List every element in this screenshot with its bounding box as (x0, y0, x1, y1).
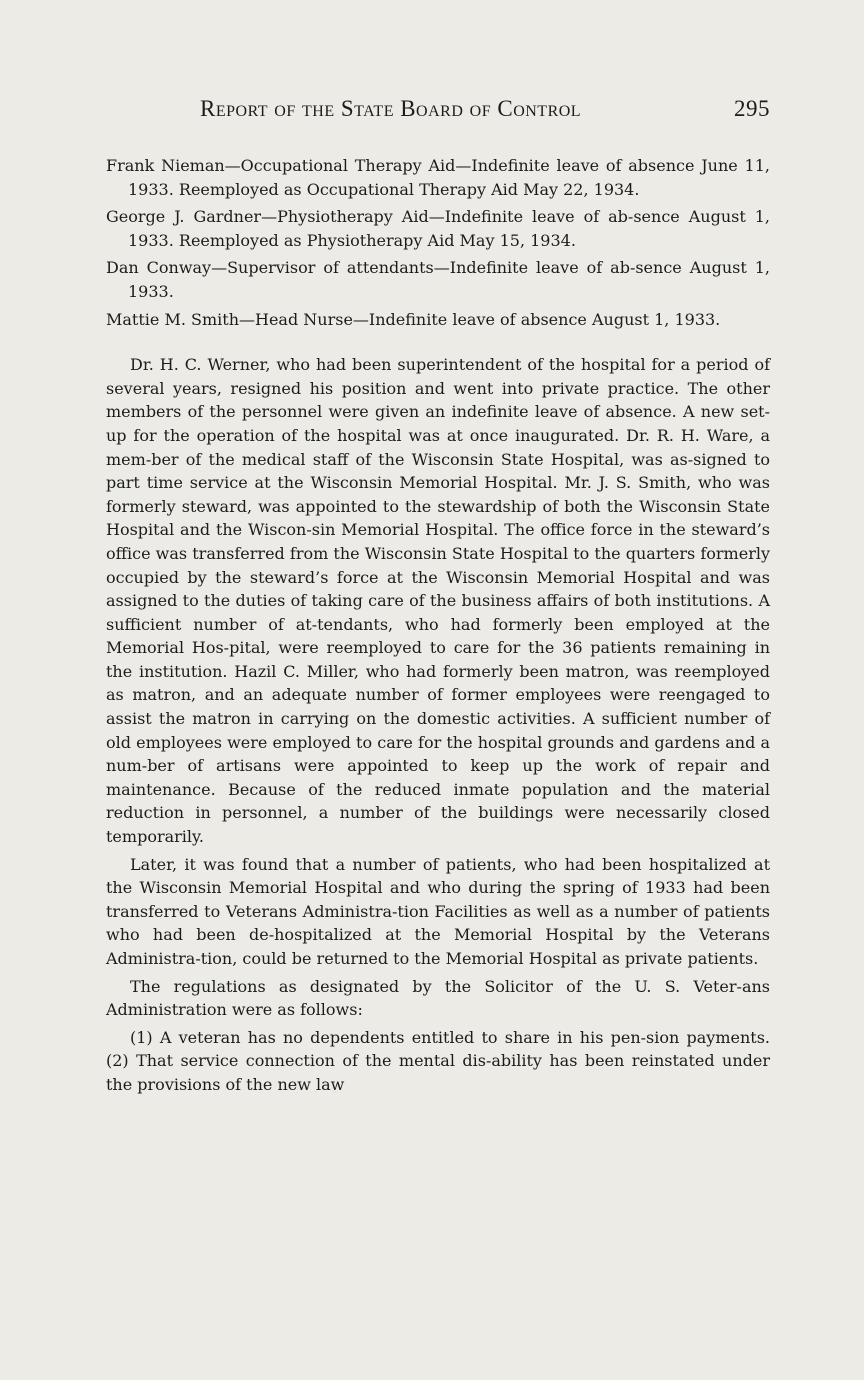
paragraph-werner: Dr. H. C. Werner, who had been superintendent of the hospital for a period of several years, resigned his position and went into private practice. The other members of the personnel were given an indefinite leave of absence. A new set-up for the operation of the hospital was at once inaugurated. Dr. R. H. Ware, a mem-ber of the medical staff of the Wisconsin State Hospital, was as-signed to part time service at the Wisconsin Memorial Hospital. Mr. J. S. Smith, who was formerly steward, was appointed to the stewardship of both the Wisconsin State Hospital and the Wiscon-sin Memorial Hospital. The office force in the steward’s office was transferred from the Wisconsin State Hospital to the quarters formerly occupied by the steward’s force at the Wisconsin Memorial Hospital and was assigned to the duties of taking care of the business affairs of both institutions. A sufficient number of at-tendants, who had formerly been employed at the Memorial Hos-pital, were reemployed to care for the 36 patients remaining in the institution. Hazil C. Miller, who had formerly been matron, was reemployed as matron, and an adequate number of former employees were reengaged to assist the matron in carrying on the domestic activities. A sufficient number of old employees were employed to care for the hospital grounds and gardens and a num-ber of artisans were appointed to keep up the work of repair and maintenance. Because of the reduced inmate population and the material reduction in personnel, a number of the buildings were necessarily closed temporarily. (106, 355, 770, 847)
body-text (106, 154, 770, 1097)
running-title: Report of the State Board of Control (200, 96, 582, 121)
paragraph-later: Later, it was found that a number of patients, who had been hospitalized at the Wisconsin Memorial Hospital and who during the spring of 1933 had been transferred to Veterans Administra-tion Facilities as well as a number of patients who had been de-hospitalized at the Memorial Hospital by the Veterans Administra-tion, could be returned to the Memorial Hospital as private patients. (106, 854, 770, 968)
paragraph-regulations: The regulations as designated by the Solicitor of the U. S. Veter-ans Administration were as follows: (106, 976, 770, 1020)
personnel-entry-gardner: George J. Gardner—Physiotherapy Aid—Indefinite leave of ab-sence August 1, 1933. Reemployed as Physiotherapy Aid May 15, 1934. (106, 207, 770, 250)
personnel-entry-nieman: Frank Nieman—Occupational Therapy Aid—Indefinite leave of absence June 11, 1933. Reemployed as Occupational Therapy Aid May 22, 1934. (106, 156, 770, 199)
running-head (200, 96, 770, 122)
page-number: 295 (734, 96, 770, 121)
personnel-entry-smith: Mattie M. Smith—Head Nurse—Indefinite leave of absence August 1, 1933. (106, 309, 721, 329)
section-spacer (106, 335, 770, 353)
paragraph-conditions: (1) A veteran has no dependents entitled to share in his pen-sion payments. (2) That service connection of the mental dis-ability has been reinstated under the provisions of the new law (106, 1027, 770, 1094)
personnel-entry-conway: Dan Conway—Supervisor of attendants—Indefinite leave of ab-sence August 1, 1933. (106, 258, 770, 301)
